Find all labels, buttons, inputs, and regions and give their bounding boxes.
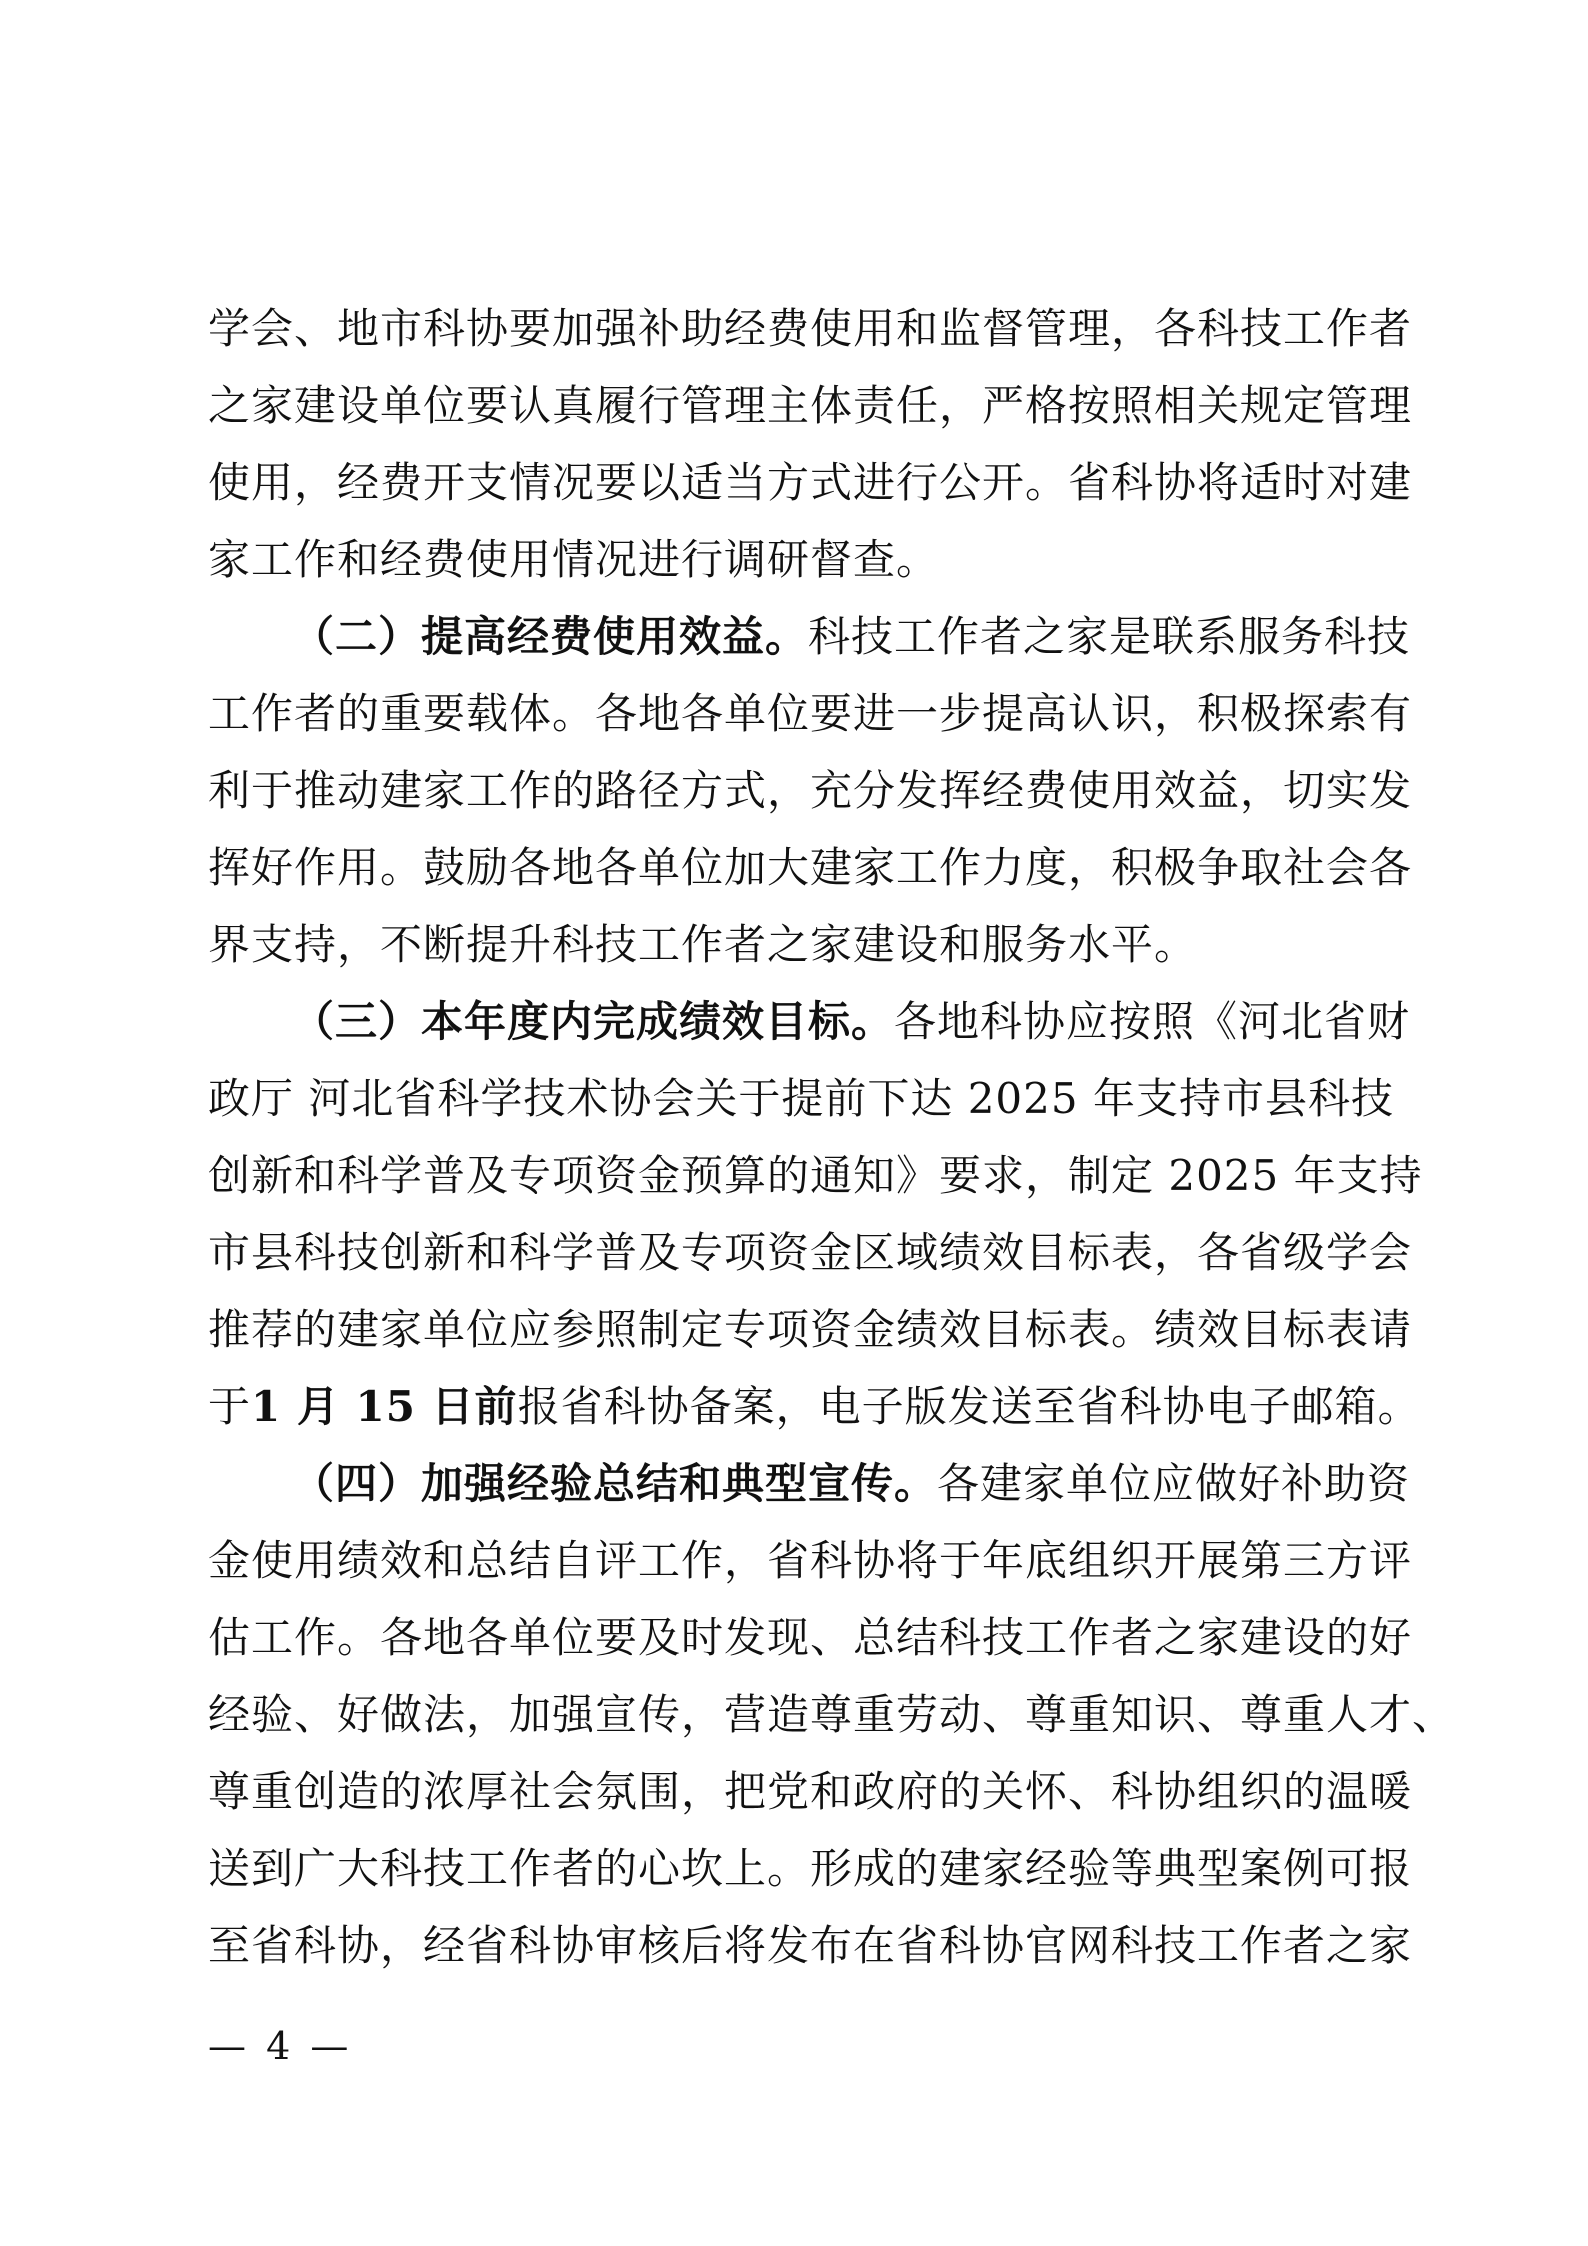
body-line: [208, 290, 1413, 368]
line-text: 报省科协备案，电子版发送至省科协电子邮箱。: [517, 1382, 1421, 1431]
line-text: 挥好作用。鼓励各地各单位加大建家工作力度，积极争取社会各: [208, 843, 1413, 892]
line-text: 送到广大科技工作者的心坎上。形成的建家经验等典型案例可报: [208, 1844, 1413, 1893]
body-line: [208, 1060, 1394, 1138]
body-line: [208, 444, 1413, 522]
line-text: 推荐的建家单位应参照制定专项资金绩效目标表。绩效目标表请: [208, 1305, 1413, 1354]
line-text: 工作者的重要载体。各地各单位要进一步提高认识，积极探索有: [208, 689, 1413, 738]
body-line: [208, 675, 1413, 753]
section-heading: （三）本年度内完成绩效目标。: [292, 997, 895, 1046]
line-text: 金使用绩效和总结自评工作，省科协将于年底组织开展第三方评: [208, 1536, 1413, 1585]
body-line: [208, 1753, 1413, 1831]
line-text: 至省科协，经省科协审核后将发布在省科协官网科技工作者之家: [208, 1921, 1413, 1970]
body-line: [208, 1830, 1413, 1908]
section-four-first-line: [292, 1445, 1411, 1523]
body-line: [208, 1676, 1456, 1754]
line-text: 尊重创造的浓厚社会氛围，把党和政府的关怀、科协组织的温暖: [208, 1767, 1413, 1816]
body-line: [208, 1522, 1413, 1600]
body-line: [208, 1214, 1413, 1292]
line-text: 之家建设单位要认真履行管理主体责任，严格按照相关规定管理: [208, 381, 1413, 430]
body-line: [208, 829, 1413, 907]
line-text: 经验、好做法，加强宣传，营造尊重劳动、尊重知识、尊重人才、: [208, 1690, 1456, 1739]
deadline-emphasis: 1 月 15 日前: [251, 1382, 518, 1431]
line-text: 估工作。各地各单位要及时发现、总结科技工作者之家建设的好: [208, 1613, 1413, 1662]
body-line: [208, 1137, 1423, 1215]
body-line: [208, 1907, 1413, 1985]
line-text: 家工作和经费使用情况进行调研督查。: [208, 535, 940, 584]
body-line: [208, 367, 1413, 445]
line-text: 市县科技创新和科学普及专项资金区域绩效目标表，各省级学会: [208, 1228, 1413, 1277]
section-heading: （四）加强经验总结和典型宣传。: [292, 1459, 938, 1508]
body-line: [208, 1599, 1413, 1677]
body-line: [208, 1368, 1421, 1446]
section-three-first-line: [292, 983, 1411, 1061]
line-text: 科技工作者之家是联系服务科技: [808, 612, 1411, 661]
body-line: [208, 1291, 1413, 1369]
line-text: 各建家单位应做好补助资: [937, 1459, 1411, 1508]
line-text: 利于推动建家工作的路径方式，充分发挥经费使用效益，切实发: [208, 766, 1413, 815]
line-text: 于: [208, 1382, 252, 1431]
line-text: 界支持，不断提升科技工作者之家建设和服务水平。: [208, 920, 1198, 969]
line-text: 使用，经费开支情况要以适当方式进行公开。省科协将适时对建: [208, 458, 1413, 507]
body-line: [208, 906, 1388, 984]
body-line: [208, 521, 1388, 599]
line-text: 各地科协应按照《河北省财: [894, 997, 1411, 1046]
section-two-first-line: [292, 598, 1411, 676]
body-line: [208, 752, 1413, 830]
page-number: — 4 —: [208, 2024, 353, 2068]
section-heading: （二）提高经费使用效益。: [292, 612, 809, 661]
line-text: 政厅 河北省科学技术协会关于提前下达 2025 年支持市县科技: [208, 1074, 1394, 1123]
line-text: 学会、地市科协要加强补助经费使用和监督管理，各科技工作者: [208, 304, 1413, 353]
line-text: 创新和科学普及专项资金预算的通知》要求，制定 2025 年支持: [208, 1151, 1423, 1200]
